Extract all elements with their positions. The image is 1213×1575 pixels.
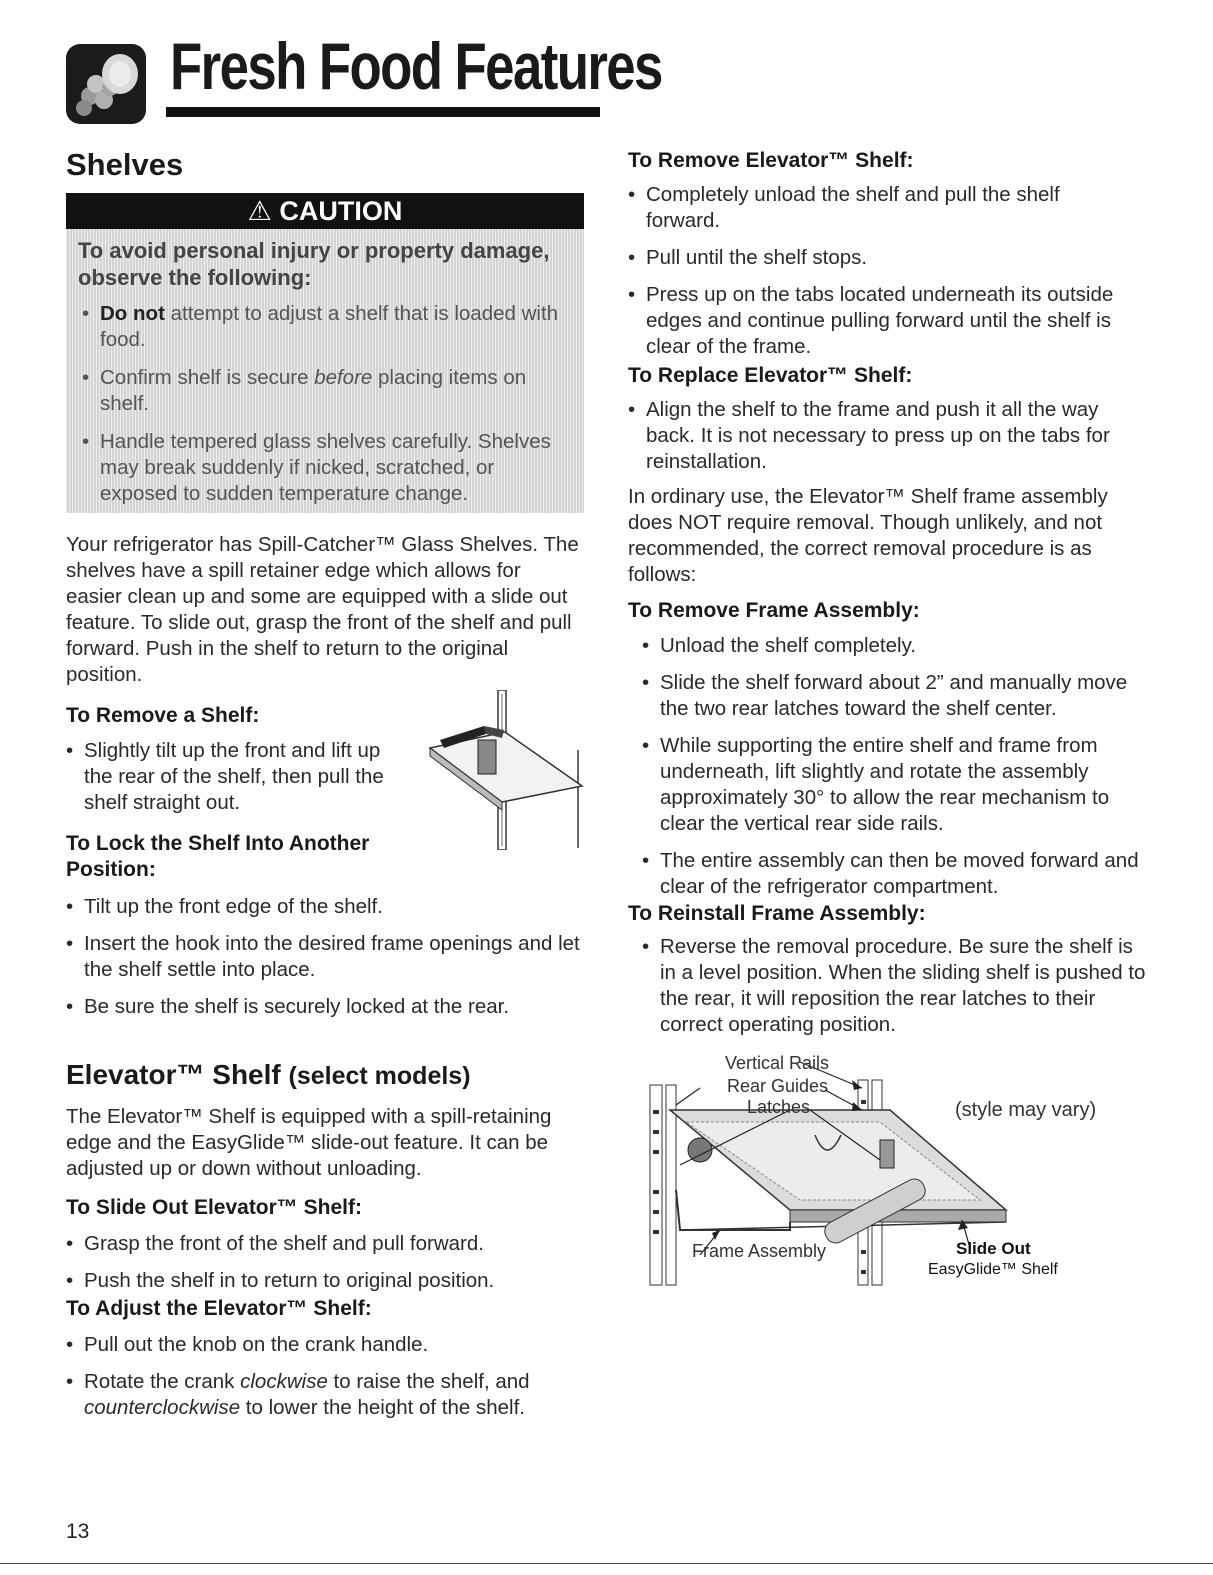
list-item: • While supporting the entire shelf and frame from underneath, lift slightly and rotate the assembly approximately 30° to allow the rear mechanism to clear the vertical rear side rails. <box>628 733 1148 837</box>
remove-shelf-list <box>66 738 411 827</box>
ordinary-use-paragraph: In ordinary use, the Elevator™ Shelf frame assembly does NOT require removal. Though unlikely, and not recommended, the correct removal procedure is as follows: <box>628 485 1108 586</box>
replace-elevator-list <box>628 397 1128 486</box>
remove-frame-heading: To Remove Frame Assembly: <box>628 599 920 622</box>
caution-header <box>66 193 584 229</box>
reinstall-frame-list <box>628 934 1148 1049</box>
caution-item: • Handle tempered glass shelves carefully. Shelves may break suddenly if nicked, scratched, or exposed to sudden temperature change. <box>78 429 572 507</box>
list-item: • Rotate the crank clockwise to raise the shelf, and counterclockwise to lower the height of the shelf. <box>66 1369 566 1421</box>
elevator-intro: The Elevator™ Shelf is equipped with a spill-retaining edge and the EasyGlide™ slide-out feature. It can be adjusted up or down without unloading. <box>66 1105 552 1180</box>
label-frame-assembly: Frame Assembly <box>692 1241 827 1261</box>
page-title: Fresh Food Features <box>170 29 662 103</box>
remove-frame-list <box>628 633 1148 911</box>
list-item: • Press up on the tabs located underneath its outside edges and continue pulling forward until the shelf is clear of the frame. <box>628 282 1128 360</box>
lock-shelf-heading: To Lock the Shelf Into Another Position: <box>66 832 370 882</box>
label-rear-guides: Rear Guides <box>727 1076 829 1096</box>
shelves-intro: Your refrigerator has Spill-Catcher™ Glass Shelves. The shelves have a spill retainer edge which allows for easier clean up and some are equipped with a slide out feature. To slide out, grasp the front of the shelf and pull forward. Push in the shelf to return to the original position. <box>66 533 579 686</box>
list-item: • Completely unload the shelf and pull the shelf forward. <box>628 182 1128 234</box>
shelf-removal-illustration <box>420 690 585 850</box>
list-item: • Slightly tilt up the front and lift up the rear of the shelf, then pull the shelf straight out. <box>66 738 411 816</box>
title-rule <box>166 107 600 117</box>
slide-out-list <box>66 1231 586 1305</box>
list-item: • Push the shelf in to return to original position. <box>66 1268 586 1294</box>
adjust-heading: To Adjust the Elevator™ Shelf: <box>66 1297 372 1320</box>
replace-elevator-heading: To Replace Elevator™ Shelf: <box>628 364 913 387</box>
label-style-may-vary: (style may vary) <box>955 1099 1097 1121</box>
list-item: • Reverse the removal procedure. Be sure the shelf is in a level position. When the sliding shelf is pushed to the rear, it will reposition the rear latches to their correct operating position. <box>628 934 1148 1038</box>
list-item: • Pull until the shelf stops. <box>628 245 1128 271</box>
list-item: • Grasp the front of the shelf and pull forward. <box>66 1231 586 1257</box>
caution-intro: To avoid personal injury or property damage, observe the following: <box>78 238 550 290</box>
slide-out-heading: To Slide Out Elevator™ Shelf: <box>66 1196 362 1219</box>
adjust-list <box>66 1332 566 1432</box>
elevator-shelf-heading: Elevator™ Shelf (select models) <box>66 1059 471 1090</box>
list-item: • Be sure the shelf is securely locked at the rear. <box>66 994 586 1020</box>
bottom-rule <box>0 1563 1213 1564</box>
label-latches: Latches <box>747 1097 811 1117</box>
label-easyglide-shelf: EasyGlide™ Shelf <box>928 1261 1058 1278</box>
list-item: • The entire assembly can then be moved forward and clear of the refrigerator compartment. <box>628 848 1148 900</box>
label-vertical-rails: Vertical Rails <box>725 1053 830 1073</box>
fresh-food-icon <box>66 44 146 124</box>
list-item: • Align the shelf to the frame and push it all the way back. It is not necessary to press up on the tabs for reinstallation. <box>628 397 1128 475</box>
caution-label: CAUTION <box>279 196 403 226</box>
remove-shelf-heading: To Remove a Shelf: <box>66 704 260 727</box>
remove-elevator-heading: To Remove Elevator™ Shelf: <box>628 149 914 172</box>
caution-item: • Do not attempt to adjust a shelf that is loaded with food. <box>78 301 572 353</box>
reinstall-frame-heading: To Reinstall Frame Assembly: <box>628 902 926 925</box>
caution-item: • Confirm shelf is secure before placing items on shelf. <box>78 365 572 417</box>
list-item: • Unload the shelf completely. <box>628 633 1148 659</box>
list-item: • Pull out the knob on the crank handle. <box>66 1332 566 1358</box>
shelves-heading: Shelves <box>66 147 184 182</box>
list-item: • Tilt up the front edge of the shelf. <box>66 894 586 920</box>
remove-elevator-list <box>628 182 1128 371</box>
label-slide-out: Slide Out <box>956 1239 1031 1258</box>
list-item: • Slide the shelf forward about 2” and manually move the two rear latches toward the shelf center. <box>628 670 1148 722</box>
lock-shelf-list <box>66 894 586 1031</box>
list-item: • Insert the hook into the desired frame openings and let the shelf settle into place. <box>66 931 586 983</box>
page-number: 13 <box>66 1520 90 1543</box>
warning-icon: ⚠ <box>247 196 272 226</box>
caution-box <box>66 193 584 513</box>
